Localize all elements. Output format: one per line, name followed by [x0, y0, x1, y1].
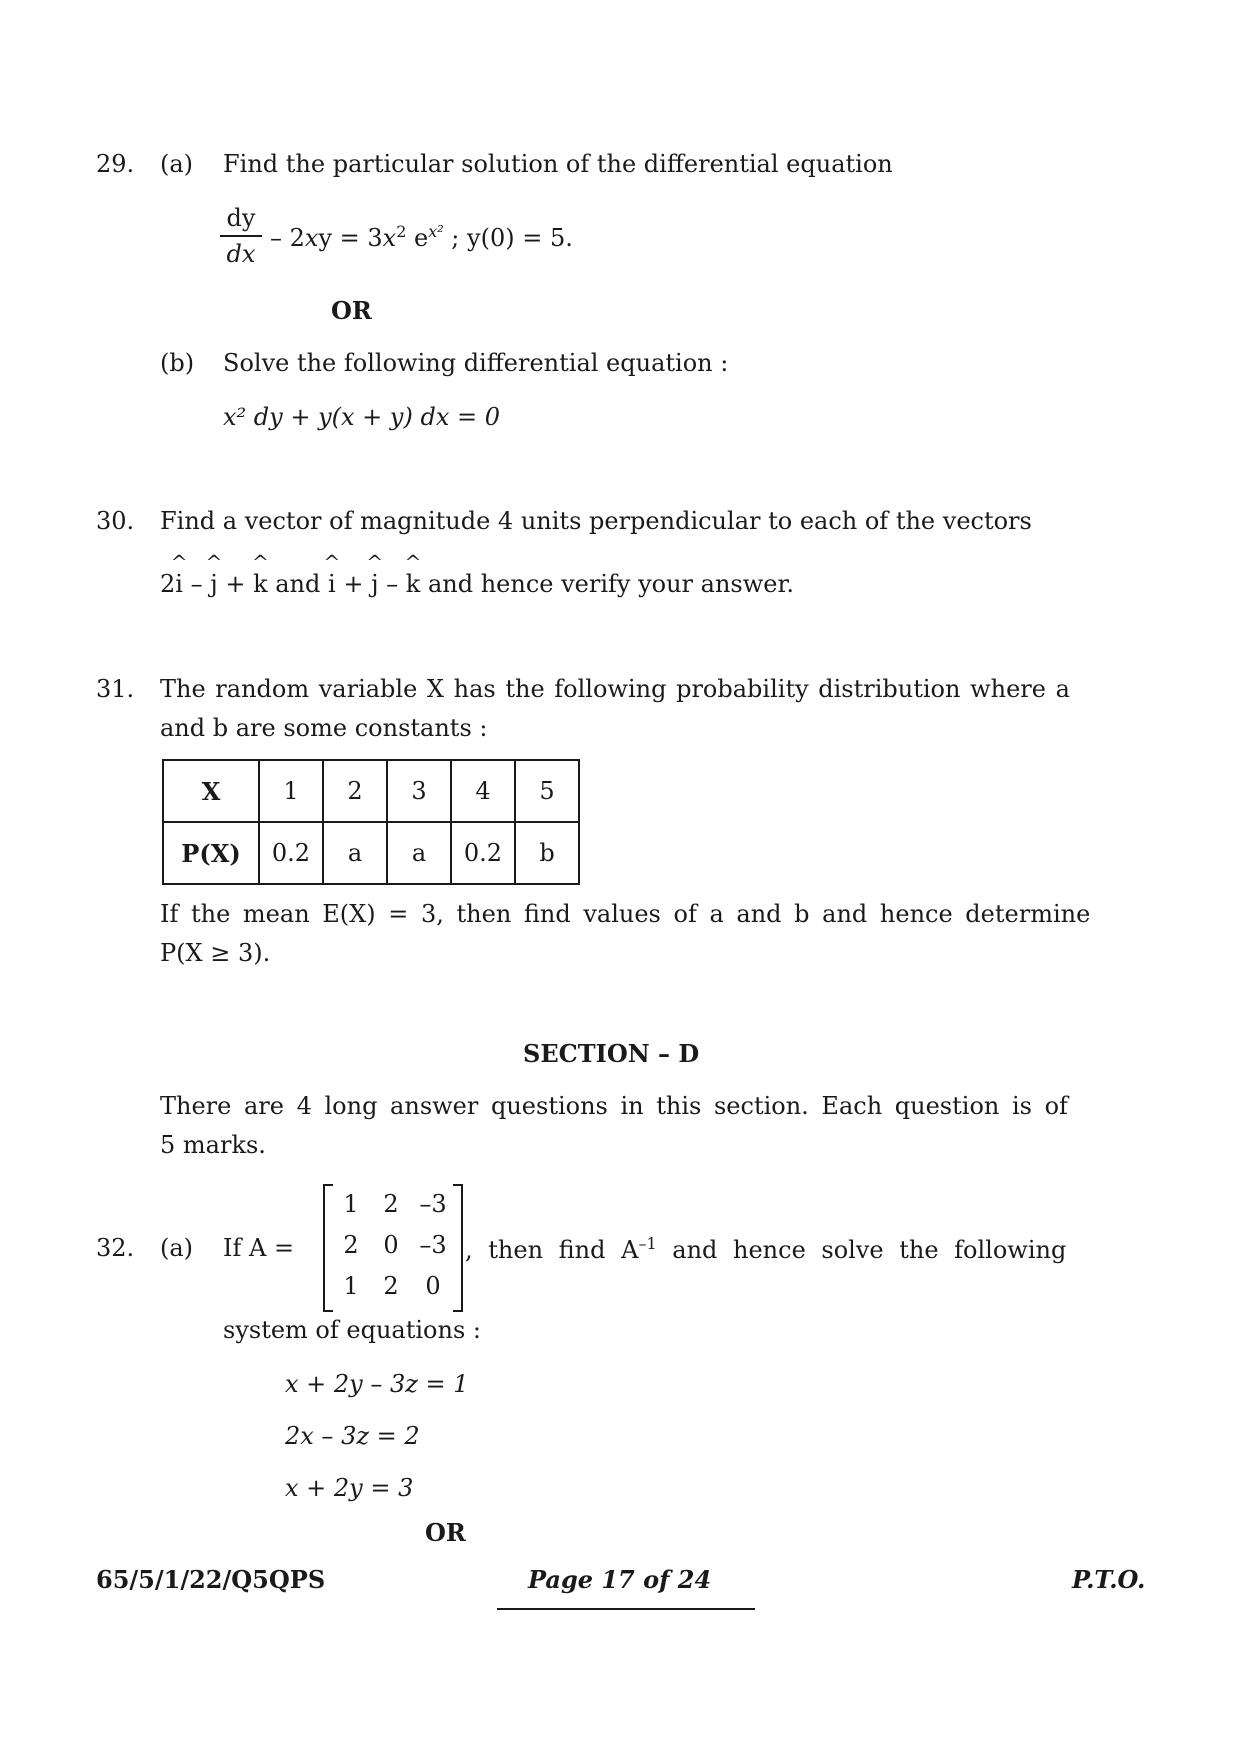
q30-line-2-tail: and hence verify your answer.: [420, 570, 794, 598]
pto-label: P.T.O.: [1072, 1565, 1146, 1594]
table-cell: 4: [451, 760, 515, 822]
section-d-intro-2: 5 marks.: [160, 1131, 266, 1159]
matrix-cell: 0: [383, 1231, 399, 1259]
q30-vectors: 2^ i – ^ j + ^ k and ^ i + ^ j – ^ k and hence verify your answer.: [160, 570, 794, 598]
q31-after-line-1: If the mean E(X) = 3, then find values of a and b and hence determine: [160, 900, 1091, 928]
table-cell: 5: [515, 760, 579, 822]
matrix-cell: 1: [343, 1272, 359, 1300]
eq-part: – 2: [270, 224, 305, 252]
part-a-label: (a): [160, 150, 194, 178]
q32-after-matrix: [465, 1234, 1066, 1264]
part-b-label: (b): [160, 349, 195, 377]
q32-system-label: system of equations :: [223, 1316, 481, 1344]
table-cell: 1: [259, 760, 323, 822]
eq-var: x: [382, 224, 397, 252]
part-a-label: (a): [160, 1234, 194, 1262]
q32-equation-3: x + 2y = 3: [285, 1474, 414, 1502]
q32-equation-1: x + 2y – 3z = 1: [285, 1370, 469, 1398]
matrix-cell: 1: [343, 1190, 359, 1218]
text-part: and hence solve the following: [656, 1236, 1067, 1264]
table-cell: b: [515, 822, 579, 884]
matrix-cell: 2: [343, 1231, 359, 1259]
q32-equation-2: 2x – 3z = 2: [285, 1422, 420, 1450]
question-number-31: 31.: [96, 675, 135, 703]
fraction-bar: [220, 235, 262, 237]
table-cell: 0.2: [451, 822, 515, 884]
section-d-title: SECTION – D: [523, 1039, 700, 1068]
matrix-cell: –3: [419, 1190, 447, 1218]
table-cell: P(X): [163, 822, 259, 884]
section-d-intro-1: There are 4 long answer questions in this section. Each question is of: [160, 1092, 1068, 1120]
inverse-exponent: –1: [638, 1234, 657, 1253]
q29-b-equation: x² dy + y(x + y) dx = 0: [223, 403, 500, 431]
table-cell: a: [323, 822, 387, 884]
matrix-cell: –3: [419, 1231, 447, 1259]
q31-line-2: and b are some constants :: [160, 714, 488, 742]
paper-code: 65/5/1/22/Q5QPS: [96, 1565, 326, 1594]
q29-b-text: Solve the following differential equation :: [223, 349, 729, 377]
eq-exponent: 2: [396, 222, 407, 241]
q29-derivative-fraction: [220, 203, 262, 269]
text-part: , then find A: [465, 1236, 639, 1264]
q29-a-equation: [270, 222, 573, 252]
table-cell: 0.2: [259, 822, 323, 884]
q32-if-a: If A =: [223, 1234, 295, 1262]
eq-exponent: x²: [428, 222, 444, 241]
eq-part: ; y(0) = 5.: [443, 224, 573, 252]
question-number-29: 29.: [96, 150, 135, 178]
or-separator: OR: [425, 1518, 466, 1547]
table-cell: X: [163, 760, 259, 822]
table-row: [163, 822, 579, 884]
matrix-cell: 2: [383, 1190, 399, 1218]
q30-line-1: Find a vector of magnitude 4 units perpendicular to each of the vectors: [160, 507, 1032, 535]
eq-part: y = 3: [318, 224, 383, 252]
matrix-bracket-right: [453, 1184, 463, 1312]
table-cell: 2: [323, 760, 387, 822]
q29-a-text: Find the particular solution of the differential equation: [223, 150, 893, 178]
page-number-underline: [497, 1608, 755, 1610]
matrix-cell: 0: [425, 1272, 441, 1300]
table-row: [163, 760, 579, 822]
q31-after-line-2: P(X ≥ 3).: [160, 939, 271, 967]
eq-var: x: [304, 224, 319, 252]
probability-table: [162, 759, 580, 885]
or-separator: OR: [331, 296, 372, 325]
table-cell: 3: [387, 760, 451, 822]
eq-part: e: [406, 224, 429, 252]
fraction-numerator: dy: [226, 204, 256, 232]
fraction-denominator: dx: [226, 240, 256, 268]
q31-line-1: The random variable X has the following probability distribution where a: [160, 675, 1070, 703]
table-cell: a: [387, 822, 451, 884]
question-number-30: 30.: [96, 507, 135, 535]
matrix-a: [323, 1184, 463, 1312]
question-number-32: 32.: [96, 1234, 135, 1262]
matrix-cell: 2: [383, 1272, 399, 1300]
page-number: Page 17 of 24: [528, 1565, 712, 1594]
